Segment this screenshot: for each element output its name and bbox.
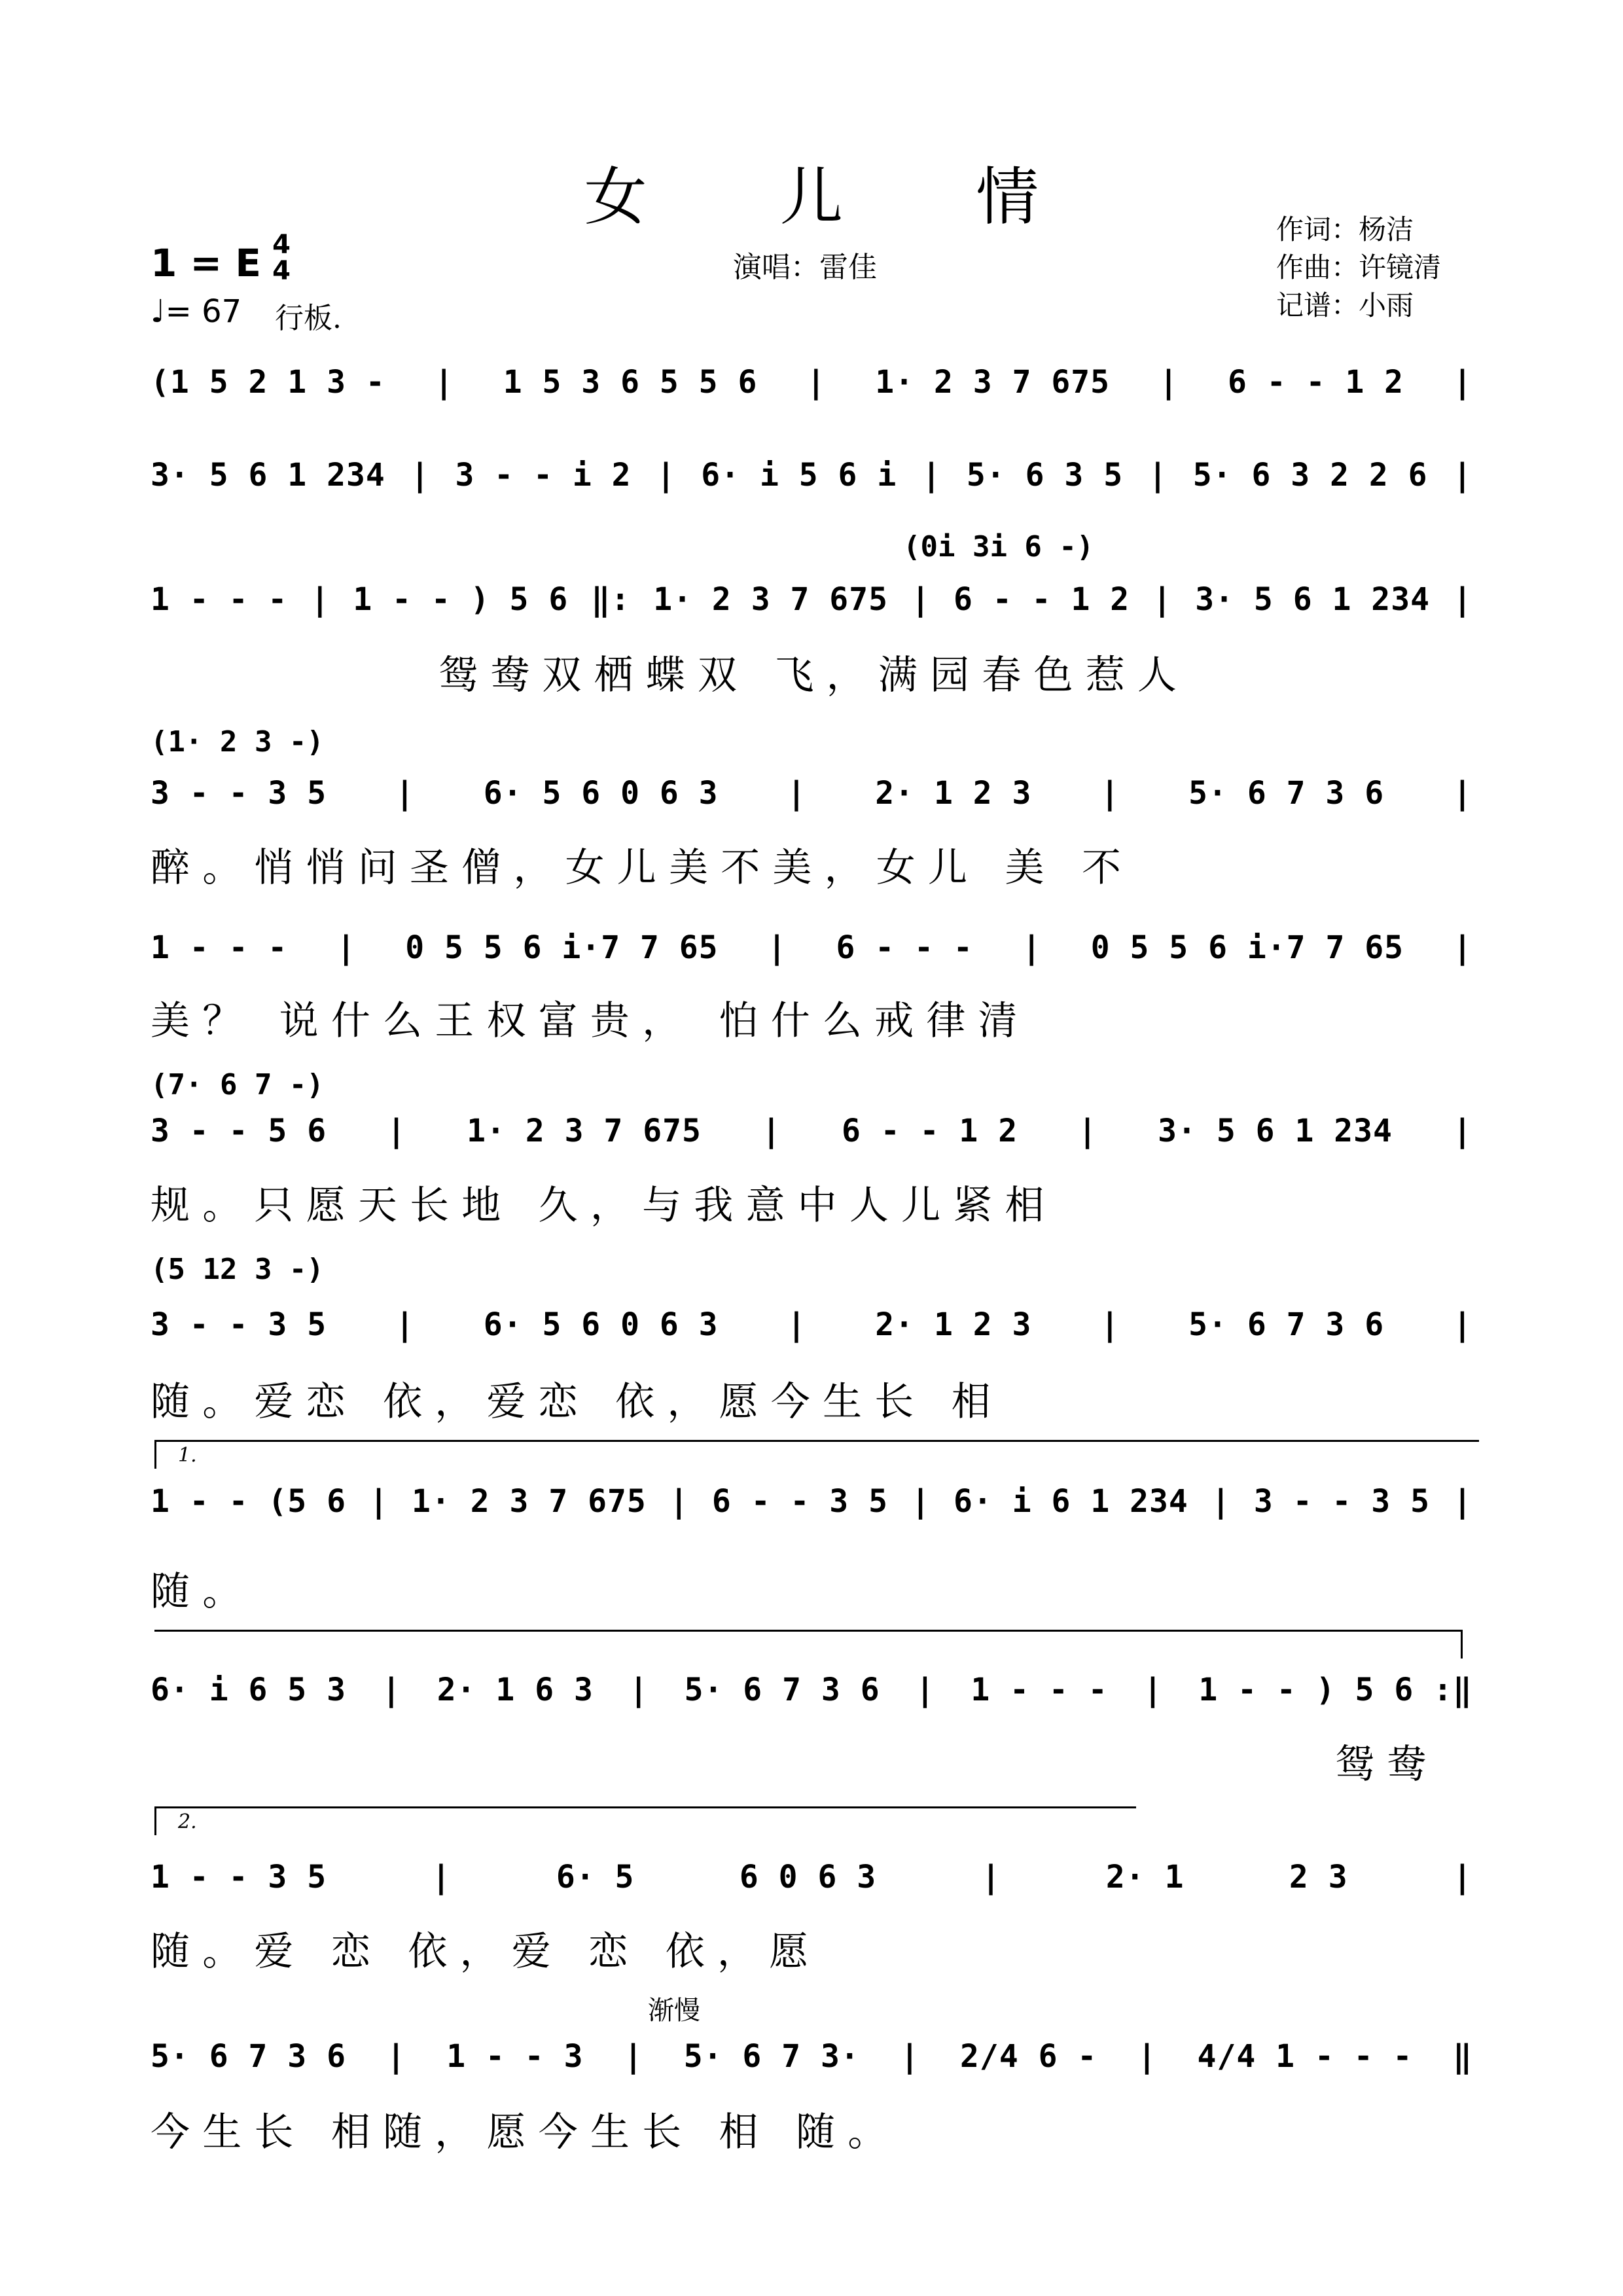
barline: |: [1453, 929, 1472, 966]
note-group: 3 - - 3 5: [1253, 1483, 1430, 1520]
note-group: 3 - - 3 5: [151, 1306, 327, 1343]
note-group: 6· 5 6 0 6 3: [483, 775, 719, 812]
note-group: 6 - - -: [836, 929, 973, 966]
barline: |: [624, 2038, 644, 2075]
score-row-6: [151, 1113, 1472, 1149]
note-group: 5· 6 3 2 2 6: [1192, 457, 1428, 493]
barline: |: [762, 1113, 781, 1149]
lyric-line: 随。爱 恋 依，爱 恋 依，愿: [151, 1929, 821, 1975]
note-group: 4/4 1 - - -: [1197, 2038, 1413, 2075]
score-row-2: [151, 457, 1472, 493]
barline: |: [1453, 364, 1472, 401]
lyric-line: 美？ 说什么王权富贵， 怕什么戒律清: [151, 998, 1030, 1044]
score-row-7: [151, 1306, 1472, 1343]
lyric-line: 今生长 相随，愿今生长 相 随。: [151, 2109, 900, 2155]
barline: |: [629, 1672, 649, 1708]
note-group: 5· 6 7 3·: [683, 2038, 860, 2075]
lyric-line: 鸳鸯: [1335, 1742, 1439, 1787]
barline: |: [382, 1672, 402, 1708]
note-group: 0 5 5 6 i·7 7 65: [405, 929, 719, 966]
barline: |: [1211, 1483, 1231, 1520]
note-group: 2· 1: [1105, 1859, 1185, 1895]
barline: |: [656, 457, 676, 493]
note-group: 2· 1 2 3: [875, 1306, 1032, 1343]
barline: |: [336, 929, 357, 966]
singer-credit: 演唱：雷佳: [733, 251, 877, 284]
note-group: 1 - - 3 5: [151, 1859, 327, 1895]
barline: |: [767, 929, 787, 966]
note-group: 3· 5 6 1 234: [1158, 1113, 1393, 1149]
barline: |: [1143, 1672, 1163, 1708]
score-row-11: [151, 2038, 1472, 2075]
barline: |: [900, 2038, 920, 2075]
lyric-line: 随。: [151, 1569, 255, 1615]
lyric-line: 规。只愿天长地 久，与我意中人儿紧相: [151, 1183, 1057, 1229]
note-group: 1· 2 3 7 675: [875, 364, 1111, 401]
song-title: 女 儿 情: [584, 160, 1096, 234]
note-group: 6· i 5 6 i: [701, 457, 897, 493]
barline: |: [1453, 1859, 1472, 1895]
volta-1-end-hook: [1461, 1630, 1463, 1659]
tempo-word: 行板.: [275, 302, 342, 335]
note-group: 1 - - -: [151, 929, 288, 966]
alt-phrase: (0i 3i 6 -): [903, 530, 1094, 564]
barline: |: [787, 775, 807, 812]
barline: |: [981, 1859, 1001, 1895]
key-signature: 1 = E: [151, 241, 261, 285]
barline: |: [911, 581, 931, 618]
note-group: 6 - - 1 2: [1227, 364, 1404, 401]
meter-top: 4: [272, 230, 291, 260]
barline: |: [1078, 1113, 1098, 1149]
barline: |: [1137, 2038, 1157, 2075]
note-group-repeat-end: 1 - - ) 5 6 :‖: [1198, 1672, 1472, 1708]
barline: |: [1452, 457, 1472, 493]
note-group: 3 - - i 2: [455, 457, 632, 493]
barline: |: [434, 364, 454, 401]
volta-1-bracket: [154, 1440, 1479, 1442]
barline: |: [1022, 929, 1042, 966]
note-group: 0 5 5 6 i·7 7 65: [1090, 929, 1404, 966]
note-group: 1· 2 3 7 675: [467, 1113, 702, 1149]
note-group: 6 0 6 3: [739, 1859, 877, 1895]
note-group: 3· 5 6 1 234: [1195, 581, 1430, 618]
note-group: (1 5 2 1 3 -: [151, 364, 385, 401]
note-group: 1 - - ) 5 6: [353, 581, 569, 618]
note-group: 3· 5 6 1 234: [151, 457, 385, 493]
note-group: 6 - - 1 2: [954, 581, 1130, 618]
note-group: 6· 5: [556, 1859, 635, 1895]
lyric-line: 随。爱恋 依，爱恋 依，愿今生长 相: [151, 1379, 1003, 1425]
barline: |: [387, 1113, 407, 1149]
barline: |: [1159, 364, 1179, 401]
note-group: 1· 2 3 7 675: [412, 1483, 647, 1520]
barline: |: [1453, 1306, 1472, 1343]
lyricist-credit: 作词：杨洁: [1276, 213, 1414, 245]
barline: |: [911, 1483, 931, 1520]
barline: |: [1453, 775, 1472, 812]
score-row-10: [151, 1859, 1472, 1895]
barline: |: [1453, 1483, 1472, 1520]
note-group: 2 3: [1289, 1859, 1348, 1895]
lyric-line: 醉。悄悄问圣僧，女儿美不美，女儿 美 不: [151, 845, 1134, 891]
note-group: 3 - - 3 5: [151, 775, 327, 812]
tempo-mark: ♩= 67: [151, 293, 242, 330]
volta-1-continuation: [154, 1630, 1462, 1632]
note-group: 6 - - 1 2: [842, 1113, 1018, 1149]
barline: |: [310, 581, 330, 618]
lyric-line: 鸳鸯双栖蝶双 飞，满园春色惹人: [438, 653, 1190, 698]
transcriber-credit: 记谱：小雨: [1276, 289, 1414, 321]
volta-2-bracket: [154, 1806, 1136, 1808]
meter-bottom: 4: [272, 256, 291, 286]
alt-phrase: (5 12 3 -): [151, 1253, 324, 1286]
note-group: 2/4 6 -: [960, 2038, 1097, 2075]
note-group: 1 - - -: [151, 581, 288, 618]
barline: |: [369, 1483, 389, 1520]
score-row-5: [151, 929, 1472, 966]
barline: |: [1100, 775, 1120, 812]
barline: |: [395, 775, 415, 812]
note-group: 6 - - 3 5: [711, 1483, 888, 1520]
barline: |: [431, 1859, 452, 1895]
barline: |: [1152, 581, 1173, 618]
barline: |: [410, 457, 431, 493]
barline: |: [916, 1672, 935, 1708]
note-group: 2· 1 6 3: [437, 1672, 594, 1708]
volta-1-label: 1.: [178, 1444, 197, 1467]
alt-phrase: (7· 6 7 -): [151, 1068, 324, 1102]
barline: |: [1453, 581, 1472, 618]
tempo-change-mark: 渐慢: [648, 1996, 700, 2026]
note-group: 6· i 6 5 3: [151, 1672, 346, 1708]
volta-2-hook: [154, 1806, 156, 1835]
alt-phrase: (1· 2 3 -): [151, 725, 324, 759]
volta-1-hook: [154, 1440, 156, 1469]
note-group: 3 - - 5 6: [151, 1113, 327, 1149]
score-row-8: [151, 1483, 1472, 1520]
score-row-1: [151, 364, 1472, 401]
volta-2-label: 2.: [178, 1810, 197, 1833]
barline: |: [1148, 457, 1168, 493]
barline: |: [806, 364, 827, 401]
note-group: 5· 6 7 3 6: [1188, 775, 1385, 812]
barline: |: [921, 457, 942, 493]
barline: |: [386, 2038, 406, 2075]
barline: |: [669, 1483, 689, 1520]
barline: |: [787, 1306, 807, 1343]
note-group: 5· 6 7 3 6: [1188, 1306, 1385, 1343]
final-barline: ‖: [1453, 2038, 1472, 2075]
note-group: 1· 2 3 7 675: [653, 581, 888, 618]
repeat-start: ‖:: [591, 581, 631, 618]
score-row-3: [151, 581, 1472, 618]
note-group: 1 - - 3: [446, 2038, 584, 2075]
barline: |: [1100, 1306, 1120, 1343]
note-group: 1 - - -: [971, 1672, 1108, 1708]
composer-credit: 作曲：许镜清: [1276, 251, 1442, 283]
time-signature: [267, 232, 296, 284]
score-row-9: [151, 1672, 1472, 1708]
note-group: 2· 1 2 3: [875, 775, 1032, 812]
note-group: 5· 6 7 3 6: [684, 1672, 880, 1708]
score-row-4: [151, 775, 1472, 812]
barline: |: [1453, 1113, 1472, 1149]
note-group: 5· 6 3 5: [966, 457, 1124, 493]
note-group: 6· 5 6 0 6 3: [483, 1306, 719, 1343]
barline: |: [395, 1306, 415, 1343]
note-group: 5· 6 7 3 6: [151, 2038, 346, 2075]
note-group: 6· i 6 1 234: [954, 1483, 1188, 1520]
note-group: 1 5 3 6 5 5 6: [503, 364, 758, 401]
note-group: 1 - - (5 6: [151, 1483, 346, 1520]
